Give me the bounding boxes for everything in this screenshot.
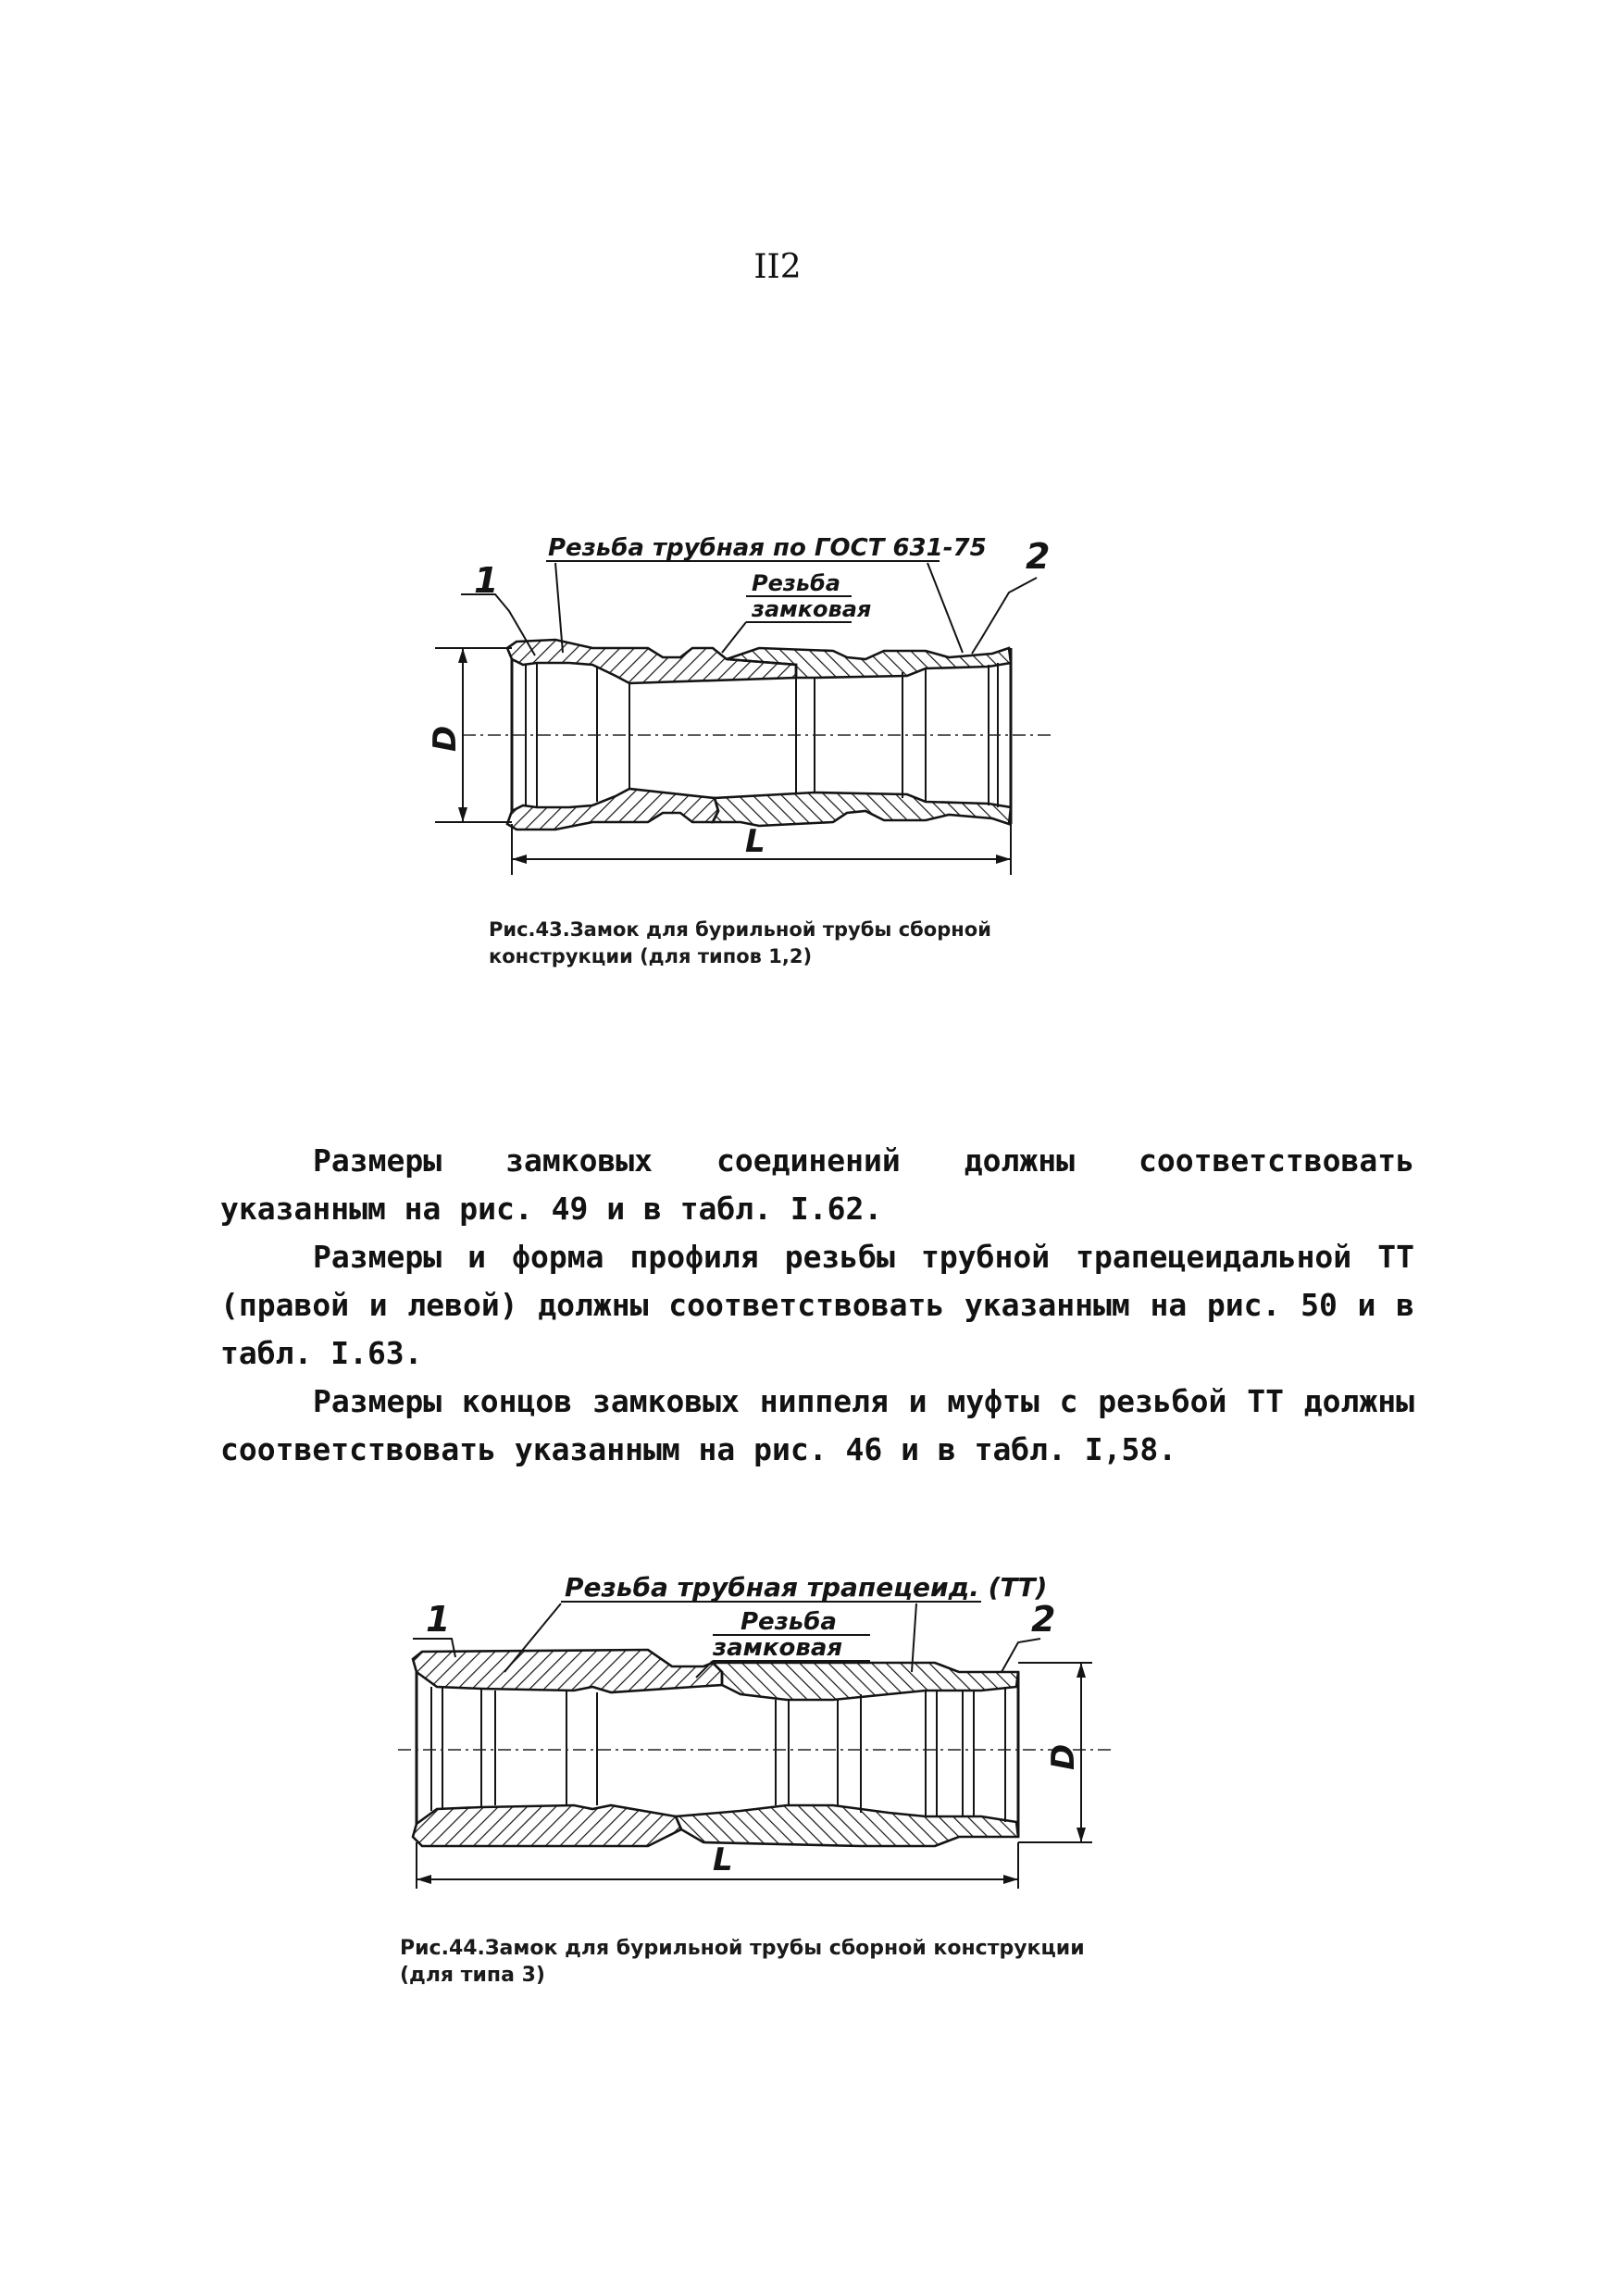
fig44-caption-line1: Рис.44.Замок для бурильной трубы сборной конструкции <box>400 1937 1085 1960</box>
figure-43-caption <box>489 917 991 970</box>
fig43-callout-2: 2 <box>1026 536 1051 577</box>
fig44-label-thread-lock-2: замковая <box>713 1634 843 1662</box>
fig43-label-thread-pipe: Резьба трубная по ГОСТ 631-75 <box>548 534 987 562</box>
fig43-label-thread-lock-1: Резьба <box>752 570 840 596</box>
fig44-top-wall-left <box>413 1650 722 1692</box>
fig43-dim-l: L <box>745 823 765 860</box>
fig44-callout-2: 2 <box>1031 1599 1056 1640</box>
paragraph: Размеры замковых соединений должны соответствовать указанным на рис. 49 и в табл. I.62. <box>220 1142 1414 1227</box>
figure-43-drawing <box>426 518 1092 907</box>
fig43-callout-1: 1 <box>474 560 499 601</box>
fig44-label-thread-pipe: Резьба трубная трапецеид. (ТТ) <box>565 1572 1048 1603</box>
fig43-dim-d: D <box>427 725 464 752</box>
fig43-caption-line2: конструкции (для типов 1,2) <box>489 945 813 967</box>
fig43-caption-line1: Рис.43.Замок для бурильной трубы сборной <box>489 918 991 941</box>
body-text <box>220 1137 1414 1474</box>
page-number: II2 <box>753 248 802 286</box>
fig43-bottom-wall-right <box>713 792 1011 826</box>
fig44-callout-1: 1 <box>426 1599 451 1640</box>
figure-44-drawing <box>389 1546 1148 1935</box>
fig44-dim-d: D <box>1045 1743 1082 1770</box>
fig43-label-thread-lock-2: замковая <box>752 596 872 622</box>
fig43-bottom-wall-left <box>507 789 718 830</box>
fig44-bottom-wall-right <box>676 1805 1018 1846</box>
paragraph: Размеры и форма профиля резьбы трубной трапецеидальной ТТ (правой и левой) должны соответствовать указанным на рис. 50 и в табл. I.63. <box>220 1239 1414 1371</box>
fig44-top-wall-right <box>713 1663 1018 1700</box>
figure-44-caption <box>400 1935 1085 1989</box>
fig44-label-thread-lock-1: Резьба <box>741 1608 837 1636</box>
fig44-caption-line2: (для типа 3) <box>400 1964 545 1987</box>
fig44-dim-l: L <box>713 1841 733 1878</box>
paragraph: Размеры концов замковых ниппеля и муфты с резьбой ТТ должны соответствовать указанным на рис. 46 и в табл. I,58. <box>220 1383 1414 1467</box>
fig44-bottom-wall-left <box>413 1805 681 1846</box>
